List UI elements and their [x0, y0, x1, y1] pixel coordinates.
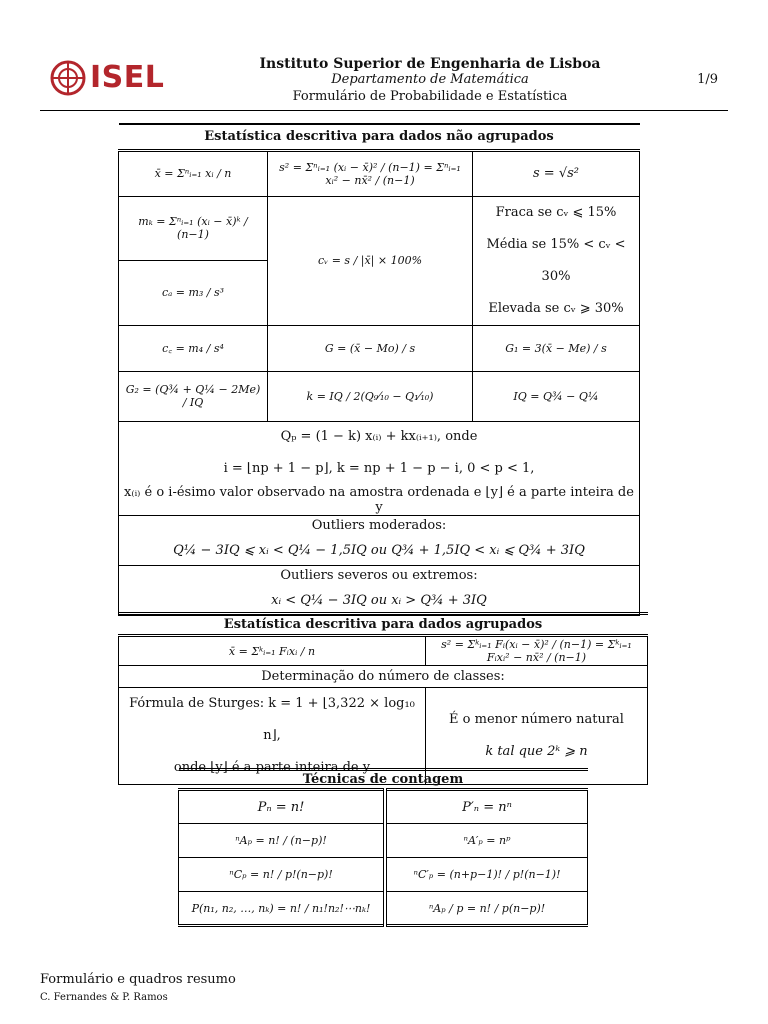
footer-title: Formulário e quadros resumo: [40, 972, 236, 987]
sturges-formula: Fórmula de Sturges: k = 1 + ⌊3,322 × log₁₀ n⌋,: [129, 696, 415, 743]
formula-Ap-rep: ⁿA′ₚ = nᵖ: [385, 824, 588, 858]
formula-cv: cᵥ = s / |x̄| × 100%: [268, 196, 473, 325]
formula-mk: mₖ = Σⁿᵢ₌₁ (xᵢ − x̄)ᵏ / (n−1): [119, 196, 268, 261]
classes-title: Determinação do número de classes:: [119, 666, 648, 688]
footer-authors: C. Fernandes & P. Ramos: [40, 992, 168, 1003]
outliers-moderate-title: Outliers moderados:: [119, 516, 640, 536]
formula-Cp-rep: ⁿC′ₚ = (n+p−1)! / p!(n−1)!: [385, 858, 588, 892]
formula-Ap-over-p: ⁿAₚ / p = n! / p(n−p)!: [385, 892, 588, 926]
formula-grouped-variance: s² = Σᵏᵢ₌₁ Fᵢ(xᵢ − x̄)² / (n−1) = Σᵏᵢ₌₁ Fᵢxᵢ² − nx̄² / (n−1): [426, 636, 648, 666]
formula-G: G = (x̄ − Mo) / s: [268, 325, 473, 371]
formula-IQ: IQ = Q¾ − Q¼: [473, 371, 640, 421]
table-grouped: [118, 612, 648, 785]
outliers-severe-title: Outliers severos ou extremos:: [119, 566, 640, 586]
formula-i-def: i = ⌊np + 1 − p⌋, k = np + 1 − p − i, 0 < p < 1,: [119, 451, 640, 485]
table-title: Técnicas de contagem: [179, 770, 588, 790]
formula-Ap: ⁿAₚ = n! / (n−p)!: [179, 824, 386, 858]
header-divider: [40, 110, 728, 111]
natural-line2: k tal que 2ᵏ ⩾ n: [485, 744, 588, 759]
outliers-severe: xᵢ < Q¼ − 3IQ ou xᵢ > Q¾ + 3IQ: [119, 586, 640, 616]
formula-grouped-mean: x̄ = Σᵏᵢ₌₁ Fᵢxᵢ / n: [119, 636, 426, 666]
logo-text: ISEL: [90, 60, 165, 95]
table-counting: [178, 768, 588, 927]
formula-G1: G₁ = 3(x̄ − Me) / s: [473, 325, 640, 371]
natural-line1: É o menor número natural: [449, 712, 624, 727]
formula-G2: G₂ = (Q¾ + Q¼ − 2Me) / IQ: [119, 371, 268, 421]
cv-high: Elevada se cᵥ ⩾ 30%: [488, 300, 624, 316]
formula-Cp: ⁿCₚ = n! / p!(n−p)!: [179, 858, 386, 892]
sturges-note: onde ⌊y⌋ é a parte inteira de y: [173, 760, 371, 775]
cv-medium: Média se 15% < cᵥ < 30%: [486, 236, 626, 284]
cv-weak: Fraca se cᵥ ⩽ 15%: [495, 204, 617, 220]
table-title: Estatística descritiva para dados agrupados: [119, 614, 648, 636]
xi-definition: x₍ᵢ₎ é o i-ésimo valor observado na amostra ordenada e ⌊y⌋ é a parte inteira de y: [119, 485, 640, 516]
department-name: Departamento de Matemática: [331, 72, 529, 87]
formula-Pn: Pₙ = n!: [179, 790, 386, 824]
formula-cc: c꜀ = m₄ / s⁴: [119, 325, 268, 371]
formula-variance: s² = Σⁿᵢ₌₁ (xᵢ − x̄)² / (n−1) = Σⁿᵢ₌₁ xᵢ² − nx̄² / (n−1): [268, 150, 473, 196]
formula-k: k = IQ / 2(Q₉⁄₁₀ − Q₁⁄₁₀): [268, 371, 473, 421]
cv-classification: [473, 196, 640, 325]
page-number: 1/9: [697, 72, 718, 87]
formula-Qp: Qₚ = (1 − k) x₍ᵢ₎ + kx₍ᵢ₊₁₎, onde: [119, 421, 640, 451]
formula-ca: cₐ = m₃ / s³: [119, 261, 268, 326]
formula-sd: s = √s²: [473, 150, 640, 196]
formula-mean: x̄ = Σⁿᵢ₌₁ xᵢ / n: [119, 150, 268, 196]
formula-Pn-rep: P′ₙ = nⁿ: [385, 790, 588, 824]
table-ungrouped: [118, 123, 640, 616]
table-title: Estatística descritiva para dados não agrupados: [119, 124, 640, 150]
formula-P-multinomial: P(n₁, n₂, …, nₖ) = n! / n₁!n₂!⋯nₖ!: [179, 892, 386, 926]
outliers-moderate: Q¼ − 3IQ ⩽ xᵢ < Q¼ − 1,5IQ ou Q¾ + 1,5IQ < xᵢ ⩽ Q¾ + 3IQ: [119, 536, 640, 566]
document-subtitle: Formulário de Probabilidade e Estatística: [292, 89, 568, 104]
institution-name: Instituto Superior de Engenharia de Lisboa: [259, 56, 601, 72]
